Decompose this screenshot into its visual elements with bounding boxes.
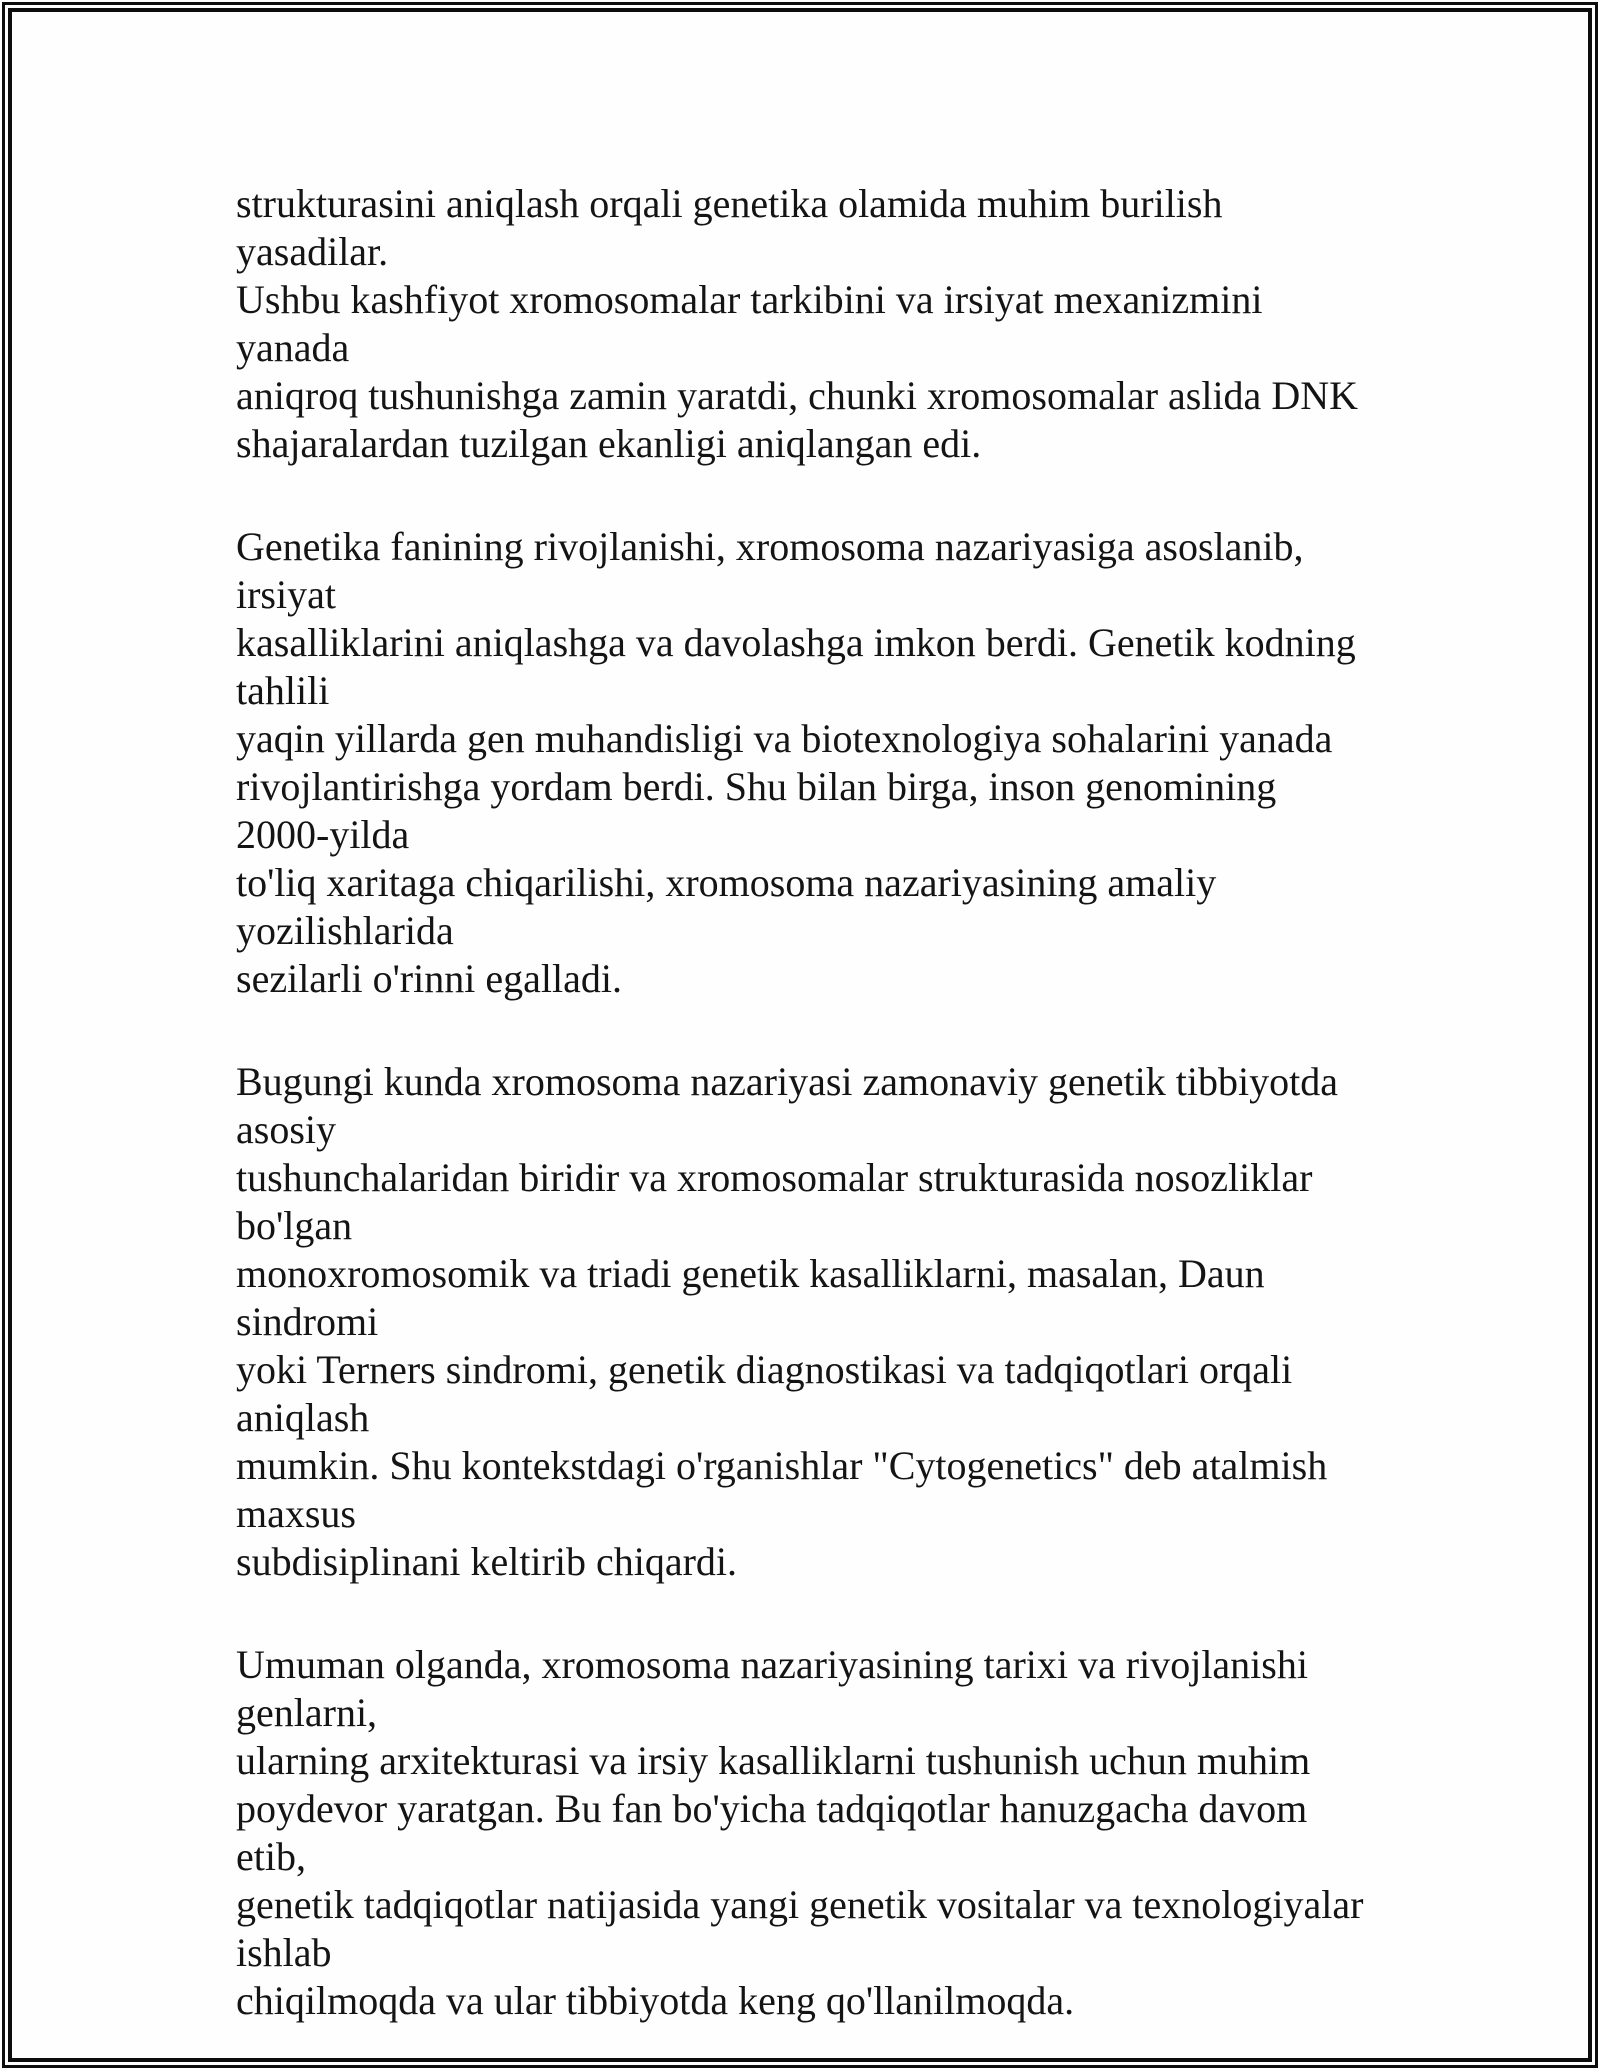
paragraph-3: Bugungi kunda xromosoma nazariyasi zamonaviy genetik tibbiyotda asosiy tushunchalaridan biridir va xromosomalar strukturasida nosozliklar bo'lgan monoxromosomik va triadi genetik kasalliklarni, masalan, Daun sindromi yoki Terners sindromi, genetik diagnostikasi va tadqiqotlari orqali aniqlash mumkin. Shu kontekstdagi o'rganishlar "Cytogenetics" deb atalmish maxsus subdisiplinani keltirib chiqardi. <box>236 1059 1338 1584</box>
document-body <box>236 180 1371 2070</box>
paragraph-4: Umuman olganda, xromosoma nazariyasining tarixi va rivojlanishi genlarni, ularning arxitekturasi va irsiy kasalliklarni tushunish uchun muhim poydevor yaratgan. Bu fan bo'yicha tadqiqotlar hanuzgacha davom etib, genetik tadqiqotlar natijasida yangi genetik vositalar va texnologiyalar ishlab chiqilmoqda va ular tibbiyotda keng qo'llanilmoqda. <box>236 1642 1364 2023</box>
paragraph-2: Genetika fanining rivojlanishi, xromosoma nazariyasiga asoslanib, irsiyat kasalliklarini aniqlashga va davolashga imkon berdi. Genetik kodning tahlili yaqin yillarda gen muhandisligi va biotexnologiya sohalarini yanada rivojlantirishga yordam berdi. Shu bilan birga, inson genomining 2000-yilda to'liq xaritaga chiqarilishi, xromosoma nazariyasining amaliy yozilishlarida sezilarli o'rinni egalladi. <box>236 524 1356 1001</box>
paragraph-1: strukturasini aniqlash orqali genetika olamida muhim burilish yasadilar. Ushbu kashfiyot xromosomalar tarkibini va irsiyat mexanizmini yanada aniqroq tushunishga zamin yaratdi, chunki xromosomalar aslida DNK shajaralardan tuzilgan ekanligi aniqlangan edi. <box>236 181 1358 466</box>
